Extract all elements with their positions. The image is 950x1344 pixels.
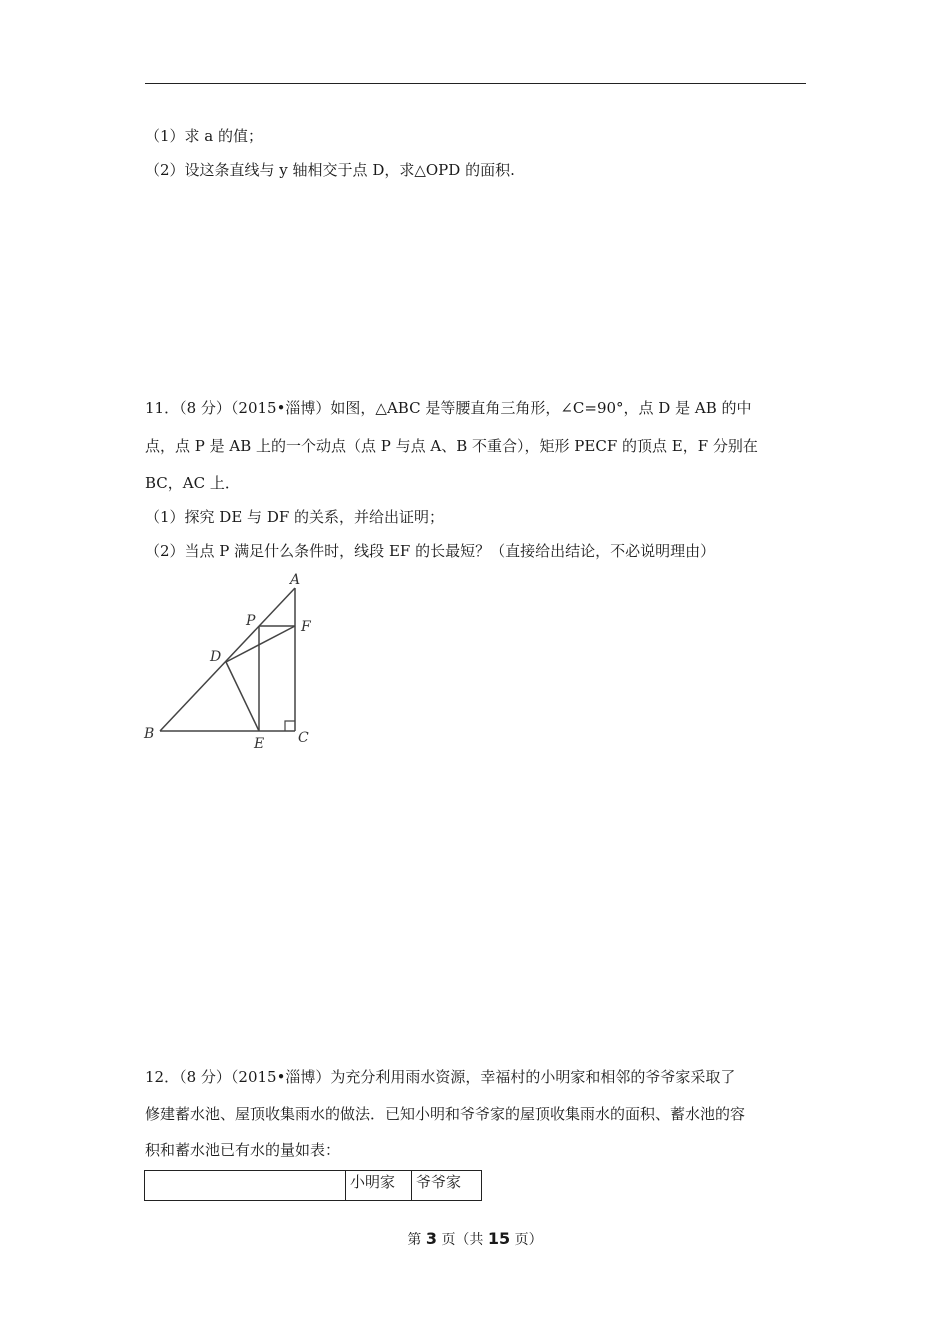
label-c: C (298, 730, 309, 746)
label-e: E (254, 736, 265, 752)
q12-stem-line1: 12．（8 分）（2015•淄博）为充分利用雨水资源，幸福村的小明家和相邻的爷爷家采取了 (145, 1068, 736, 1086)
triangle-diagram (140, 570, 330, 755)
label-d: D (210, 649, 222, 665)
label-b: B (144, 726, 155, 742)
table-header-row (145, 1171, 482, 1201)
q11-figure (140, 570, 330, 759)
label-p: P (246, 613, 256, 629)
q12-table (144, 1170, 482, 1201)
right-angle-mark (285, 721, 295, 731)
q11-stem-line2: 点，点 P 是 AB 上的一个动点（点 P 与点 A、B 不重合），矩形 PECF 的顶点 E，F 分别在 (145, 437, 758, 455)
footer-total-pages: 15 (487, 1229, 511, 1248)
label-f: F (301, 619, 311, 635)
q11-stem-line3: BC，AC 上． (145, 474, 240, 492)
footer-suffix: 页） (514, 1232, 543, 1248)
q10-part2: （2）设这条直线与 y 轴相交于点 D，求△OPD 的面积. (145, 161, 515, 179)
q11-stem-line1: 11．（8 分）（2015•淄博）如图，△ABC 是等腰直角三角形，∠C=90°，点 D 是 AB 的中 (145, 399, 752, 417)
segment-ab (160, 588, 295, 731)
table-header-grandpa: 爷爷家 (412, 1171, 482, 1201)
q11-part1: （1）探究 DE 与 DF 的关系，并给出证明； (145, 508, 445, 526)
segment-de (226, 662, 259, 731)
table-header-xiaoming: 小明家 (346, 1171, 412, 1201)
footer-page-number: 3 (425, 1229, 437, 1248)
footer-prefix: 第 (407, 1232, 422, 1248)
q10-part1: （1）求 a 的值； (145, 127, 264, 145)
header-rule (145, 83, 806, 84)
q11-part2: （2）当点 P 满足什么条件时，线段 EF 的长最短？（直接给出结论，不必说明理由） (145, 542, 716, 560)
table-header-blank (145, 1171, 346, 1201)
page-footer (0, 1229, 950, 1249)
q12-stem-line3: 积和蓄水池已有水的量如表： (145, 1141, 341, 1159)
segment-df (226, 626, 295, 662)
footer-mid: 页（共 (441, 1232, 484, 1248)
label-a: A (290, 572, 301, 588)
q12-stem-line2: 修建蓄水池、屋顶收集雨水的做法．已知小明和爷爷家的屋顶收集雨水的面积、蓄水池的容 (145, 1105, 746, 1123)
